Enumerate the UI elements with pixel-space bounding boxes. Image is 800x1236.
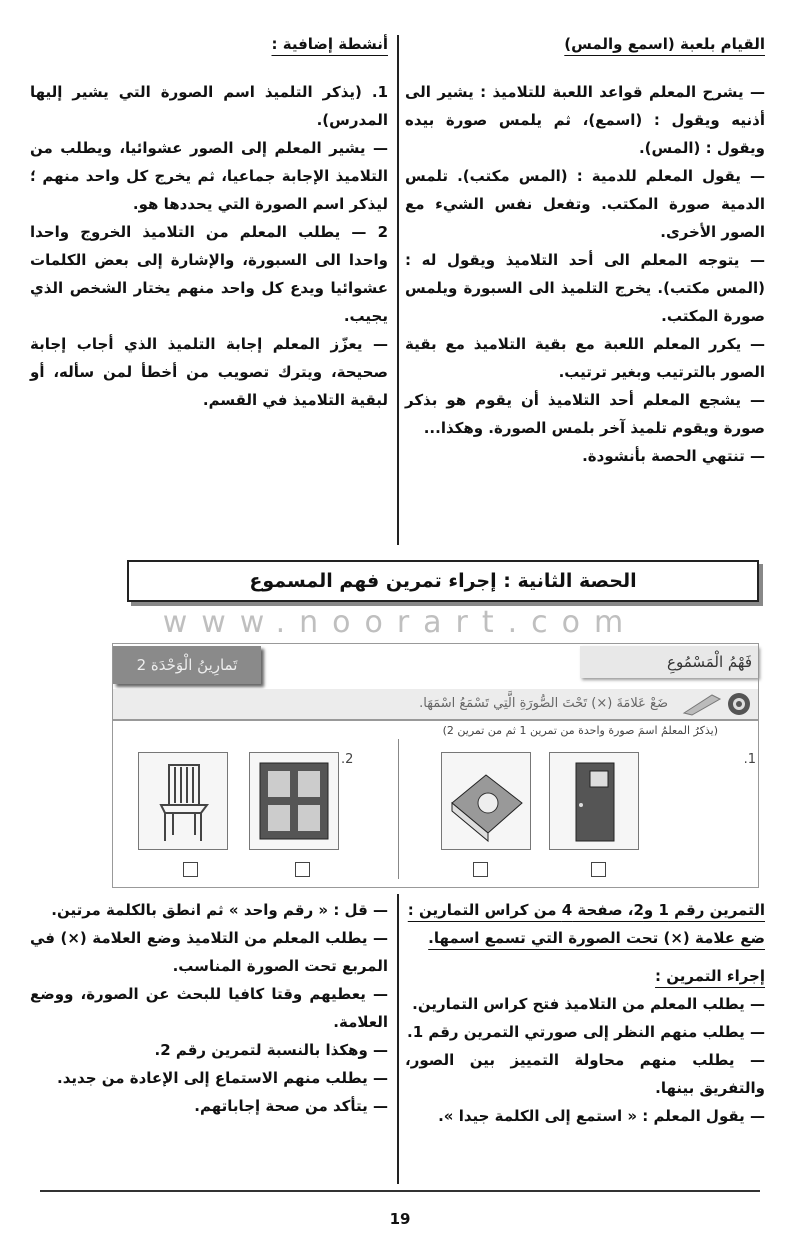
bottom-right-column (405, 896, 765, 1130)
paragraph: — يقول المعلم : « استمع إلى الكلمة جيدا ». (438, 1107, 765, 1125)
pencil-icon (682, 691, 722, 717)
procedure-heading: إجراء التمرين : (655, 967, 765, 985)
exercise-1-number: .1 (743, 752, 756, 767)
paragraph: — يقول المعلم للدمية : (المس مكتب). تلمس الدمية صورة المكتب. وتفعل نفس الشيء مع الصور الأخرى. (405, 167, 765, 241)
paragraph: — يكرر المعلم اللعبة مع بقية التلاميذ مع بقية الصور بالترتيب وبغير ترتيب. (405, 335, 765, 381)
window-checkbox[interactable] (295, 862, 310, 877)
book-icon (442, 753, 530, 849)
workbook-hint: (يذكرُ المعلمُ اسمَ صورة واحدة من تمرين 1 ثم من تمرين 2) (442, 724, 718, 737)
paragraph: — يطلب منهم محاولة التمييز بين الصور، والتفريق بينها. (405, 1051, 765, 1097)
paragraph: — يشير المعلم إلى الصور عشوائيا، ويطلب من التلاميذ الإجابة جماعيا، ثم يخرج كل واحد منهم ؛ ليذكر اسم الصورة التي يحددها هو. (30, 139, 388, 213)
chair-icon (139, 753, 227, 849)
book-picture (441, 752, 531, 850)
footer-rule (40, 1190, 760, 1192)
paragraph: — يطلب منهم النظر إلى صورتي التمرين رقم 1. (406, 1023, 765, 1041)
exercise-heading-line2: ضع علامة (×) تحت الصورة التي تسمع اسمها. (428, 929, 765, 947)
exercise-heading-line1: التمرين رقم 1 و2، صفحة 4 من كراس التمارين : (407, 901, 765, 919)
chair-picture (138, 752, 228, 850)
workbook-instruction: ضَعْ عَلامَةَ (×) تَحْتَ الصُّورَةِ الَّتِي تَسْمَعُ اسْمَهَا. (113, 689, 758, 721)
workbook-title: فَهْمُ الْمَسْمُوعِ (580, 646, 758, 678)
section-title: الحصة الثانية : إجراء تمرين فهم المسموع (127, 560, 759, 602)
top-left-column (30, 30, 388, 414)
paragraph: — تنتهي الحصة بأنشودة. (582, 447, 765, 465)
paragraph: — يعزّز المعلم إجابة التلميذ الذي أجاب إجابة صحيحة، ويترك تصويب من أخطأ لمن سأله، أو لبقية التلاميذ في القسم. (30, 335, 388, 409)
paragraph: — يشجع المعلم أحد التلاميذ أن يقوم هو بذكر صورة ويقوم تلميذ آخر بلمس الصورة. وهكذا... (405, 391, 765, 437)
book-checkbox[interactable] (473, 862, 488, 877)
top-right-column (405, 30, 765, 470)
extra-activities-heading: أنشطة إضافية : (271, 35, 388, 53)
paragraph: 1. (يذكر التلميذ اسم الصورة التي يشير إليها المدرس). (30, 83, 388, 129)
paragraph: — يتأكد من صحة إجاباتهم. (194, 1097, 388, 1115)
door-checkbox[interactable] (591, 862, 606, 877)
column-divider (397, 35, 399, 545)
workbook-image (112, 643, 759, 888)
paragraph: — يطلب منهم الاستماع إلى الإعادة من جديد. (57, 1069, 388, 1087)
paragraph: — يتوجه المعلم الى أحد التلاميذ ويقول له : (المس مكتب). يخرج التلميذ الى السبورة ويلمس صورة المكتب. (405, 251, 765, 325)
door-picture (549, 752, 639, 850)
paragraph: — وهكذا بالنسبة لتمرين رقم 2. (154, 1041, 388, 1059)
paragraph: 2 — يطلب المعلم من التلاميذ الخروج واحدا واحدا الى السبورة، والإشارة إلى بعض الكلمات عشوائيا ويدع كل واحد منهم يختار الشخص الذي يجيب. (30, 223, 388, 325)
column-divider-bottom (397, 894, 399, 1184)
window-picture (249, 752, 339, 850)
bottom-left-column (30, 896, 388, 1120)
workbook-unit-tab: تَمارِينُ الْوَحْدَة 2 (113, 646, 261, 684)
paragraph: — قل : « رقم واحد » ثم انطق بالكلمة مرتين. (51, 901, 388, 919)
paragraph: — يطلب المعلم من التلاميذ فتح كراس التمارين. (412, 995, 765, 1013)
door-icon (550, 753, 638, 849)
exercise-divider (398, 739, 399, 879)
page-number: 19 (389, 1210, 411, 1228)
window-icon (250, 753, 338, 849)
ear-icon (726, 691, 752, 717)
paragraph: — يعطيهم وقتا كافيا للبحث عن الصورة، ووضع العلامة. (30, 985, 388, 1031)
exercise-2-number: .2 (341, 752, 354, 767)
paragraph: — يطلب المعلم من التلاميذ وضع العلامة (×) في المربع تحت الصورة المناسب. (30, 929, 388, 975)
watermark: www.noorart.com (162, 605, 638, 640)
game-heading: القيام بلعبة (اسمع والمس) (564, 35, 765, 53)
chair-checkbox[interactable] (183, 862, 198, 877)
paragraph: — يشرح المعلم قواعد اللعبة للتلاميذ : يشير الى أذنيه ويقول : (اسمع)، ثم يلمس صورة بيده ويقول : (المس). (405, 83, 765, 157)
